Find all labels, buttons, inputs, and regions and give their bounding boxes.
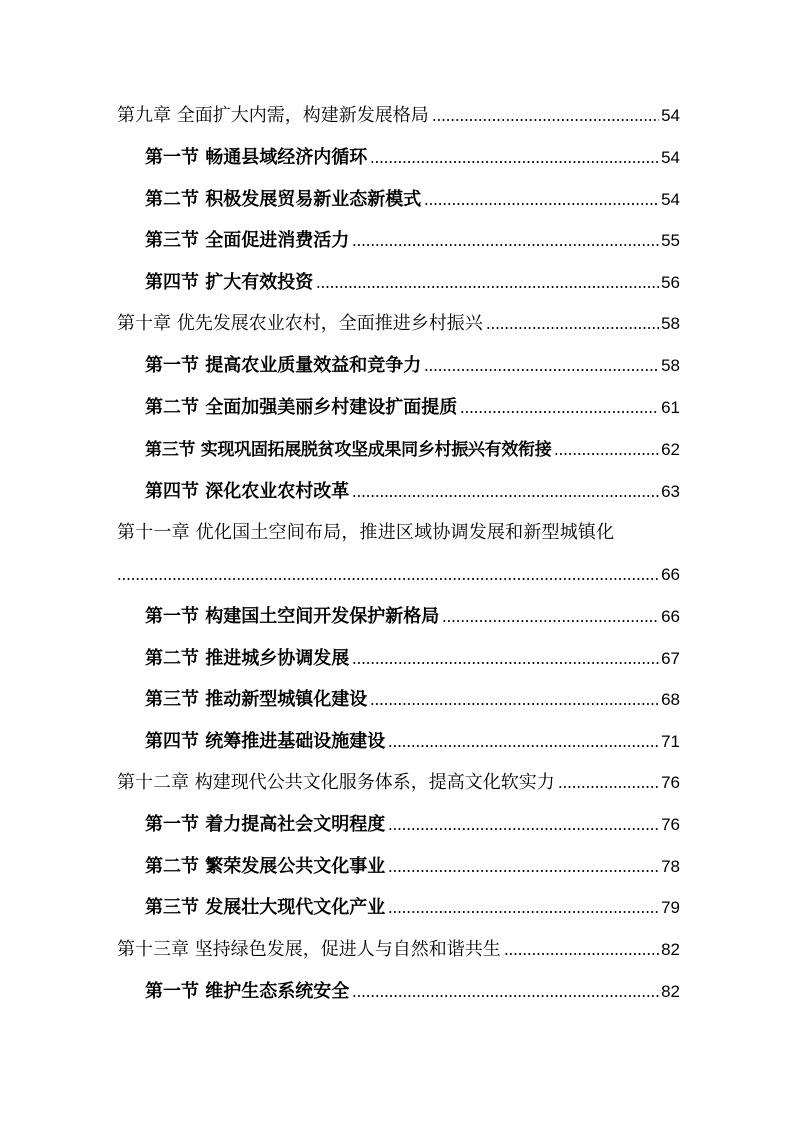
toc-section[interactable] [145, 222, 680, 252]
dot-leader [424, 367, 659, 373]
toc-section[interactable] [145, 139, 680, 169]
dot-leader [316, 284, 659, 290]
dot-leader [504, 951, 659, 957]
toc-entry-title: 第十二章 构建现代公共文化服务体系，提高文化软实力 [117, 772, 555, 793]
toc-section[interactable] [145, 264, 680, 294]
toc-entry-title: 第三节 推动新型城镇化建设 [145, 689, 368, 710]
toc-entry-title: 第四节 扩大有效投资 [145, 272, 314, 293]
toc-chapter-12[interactable] [117, 764, 680, 794]
toc-page-number: 71 [661, 732, 680, 751]
toc-chapter-9[interactable] [117, 97, 680, 127]
dot-leader [388, 909, 659, 915]
dot-leader [370, 701, 659, 707]
dot-leader [424, 201, 659, 207]
dot-leader [554, 451, 659, 457]
toc-section[interactable] [145, 181, 680, 211]
toc-page-number: 68 [661, 690, 680, 709]
toc-page-number: 66 [661, 565, 680, 584]
toc-entry-title: 第二节 推进城乡协调发展 [145, 648, 350, 669]
toc-entry-title: 第三节 实现巩固拓展脱贫攻坚成果同乡村振兴有效衔接 [145, 440, 552, 460]
toc-page-number: 79 [661, 898, 680, 917]
dot-leader [460, 409, 659, 415]
toc-entry-title: 第三节 全面促进消费活力 [145, 230, 350, 251]
toc-chapter-10[interactable] [117, 305, 680, 335]
dot-leader [370, 159, 659, 165]
toc-entry-title: 第二节 全面加强美丽乡村建设扩面提质 [145, 397, 458, 418]
toc-section[interactable] [145, 389, 680, 419]
toc-section[interactable] [145, 848, 680, 878]
toc-entry-title: 第十一章 优化国土空间布局，推进区域协调发展和新型城镇化 [117, 522, 615, 543]
toc-page-number: 82 [661, 940, 680, 959]
toc-section[interactable] [145, 473, 680, 503]
dot-leader [432, 117, 659, 123]
toc-page-number: 61 [661, 398, 680, 417]
toc-page-number: 54 [661, 106, 680, 125]
toc-page-number: 66 [661, 607, 680, 626]
toc-page-number: 58 [661, 356, 680, 375]
toc-entry-title: 第十章 优先发展农业农村，全面推进乡村振兴 [117, 313, 483, 334]
toc-chapter-11[interactable] [117, 514, 680, 544]
toc-section[interactable] [145, 598, 680, 628]
toc-page-number: 67 [661, 649, 680, 668]
toc-entry-title: 第一节 畅通县域经济内循环 [145, 147, 368, 168]
toc-page-number: 54 [661, 190, 680, 209]
toc-page-number: 54 [661, 148, 680, 167]
toc-page-number: 76 [661, 815, 680, 834]
toc-entry-title: 第九章 全面扩大内需，构建新发展格局 [117, 105, 429, 126]
dot-leader [388, 868, 659, 874]
toc-entry-title: 第二节 积极发展贸易新业态新模式 [145, 189, 422, 210]
toc-entry-title: 第四节 统筹推进基础设施建设 [145, 731, 386, 752]
toc-section[interactable] [145, 723, 680, 753]
toc-page-number: 58 [661, 314, 680, 333]
dot-leader [558, 784, 659, 790]
toc-entry-title: 第一节 着力提高社会文明程度 [145, 814, 386, 835]
toc-section[interactable] [145, 806, 680, 836]
toc-page-number: 78 [661, 857, 680, 876]
toc-page-number: 63 [661, 482, 680, 501]
dot-leader [388, 826, 659, 832]
toc-page-number: 82 [661, 982, 680, 1001]
dot-leader [442, 618, 659, 624]
dot-leader [388, 743, 659, 749]
toc-page-number: 56 [661, 273, 680, 292]
dot-leader [352, 660, 659, 666]
toc-section[interactable] [145, 431, 680, 461]
toc-entry-title: 第四节 深化农业农村改革 [145, 481, 350, 502]
dot-leader [117, 576, 659, 582]
toc-section[interactable] [145, 347, 680, 377]
toc-entry-title: 第一节 构建国土空间开发保护新格局 [145, 606, 440, 627]
toc-entry-title: 第一节 维护生态系统安全 [145, 981, 350, 1002]
toc-page-number: 76 [661, 773, 680, 792]
toc-entry-title: 第一节 提高农业质量效益和竞争力 [145, 355, 422, 376]
toc-section[interactable] [145, 973, 680, 1003]
toc-section[interactable] [145, 640, 680, 670]
toc-entry-title: 第二节 繁荣发展公共文化事业 [145, 856, 386, 877]
dot-leader [486, 325, 659, 331]
dot-leader [352, 993, 659, 999]
toc-entry-title: 第三节 发展壮大现代文化产业 [145, 897, 386, 918]
toc-section[interactable] [145, 681, 680, 711]
dot-leader [352, 242, 659, 248]
toc-page-number: 62 [661, 440, 680, 459]
toc-chapter-13[interactable] [117, 931, 680, 961]
toc-section[interactable] [145, 889, 680, 919]
toc-chapter-11-leader[interactable] [117, 556, 680, 586]
dot-leader [352, 493, 659, 499]
toc-page-number: 55 [661, 231, 680, 250]
toc-entry-title: 第十三章 坚持绿色发展，促进人与自然和谐共生 [117, 939, 501, 960]
